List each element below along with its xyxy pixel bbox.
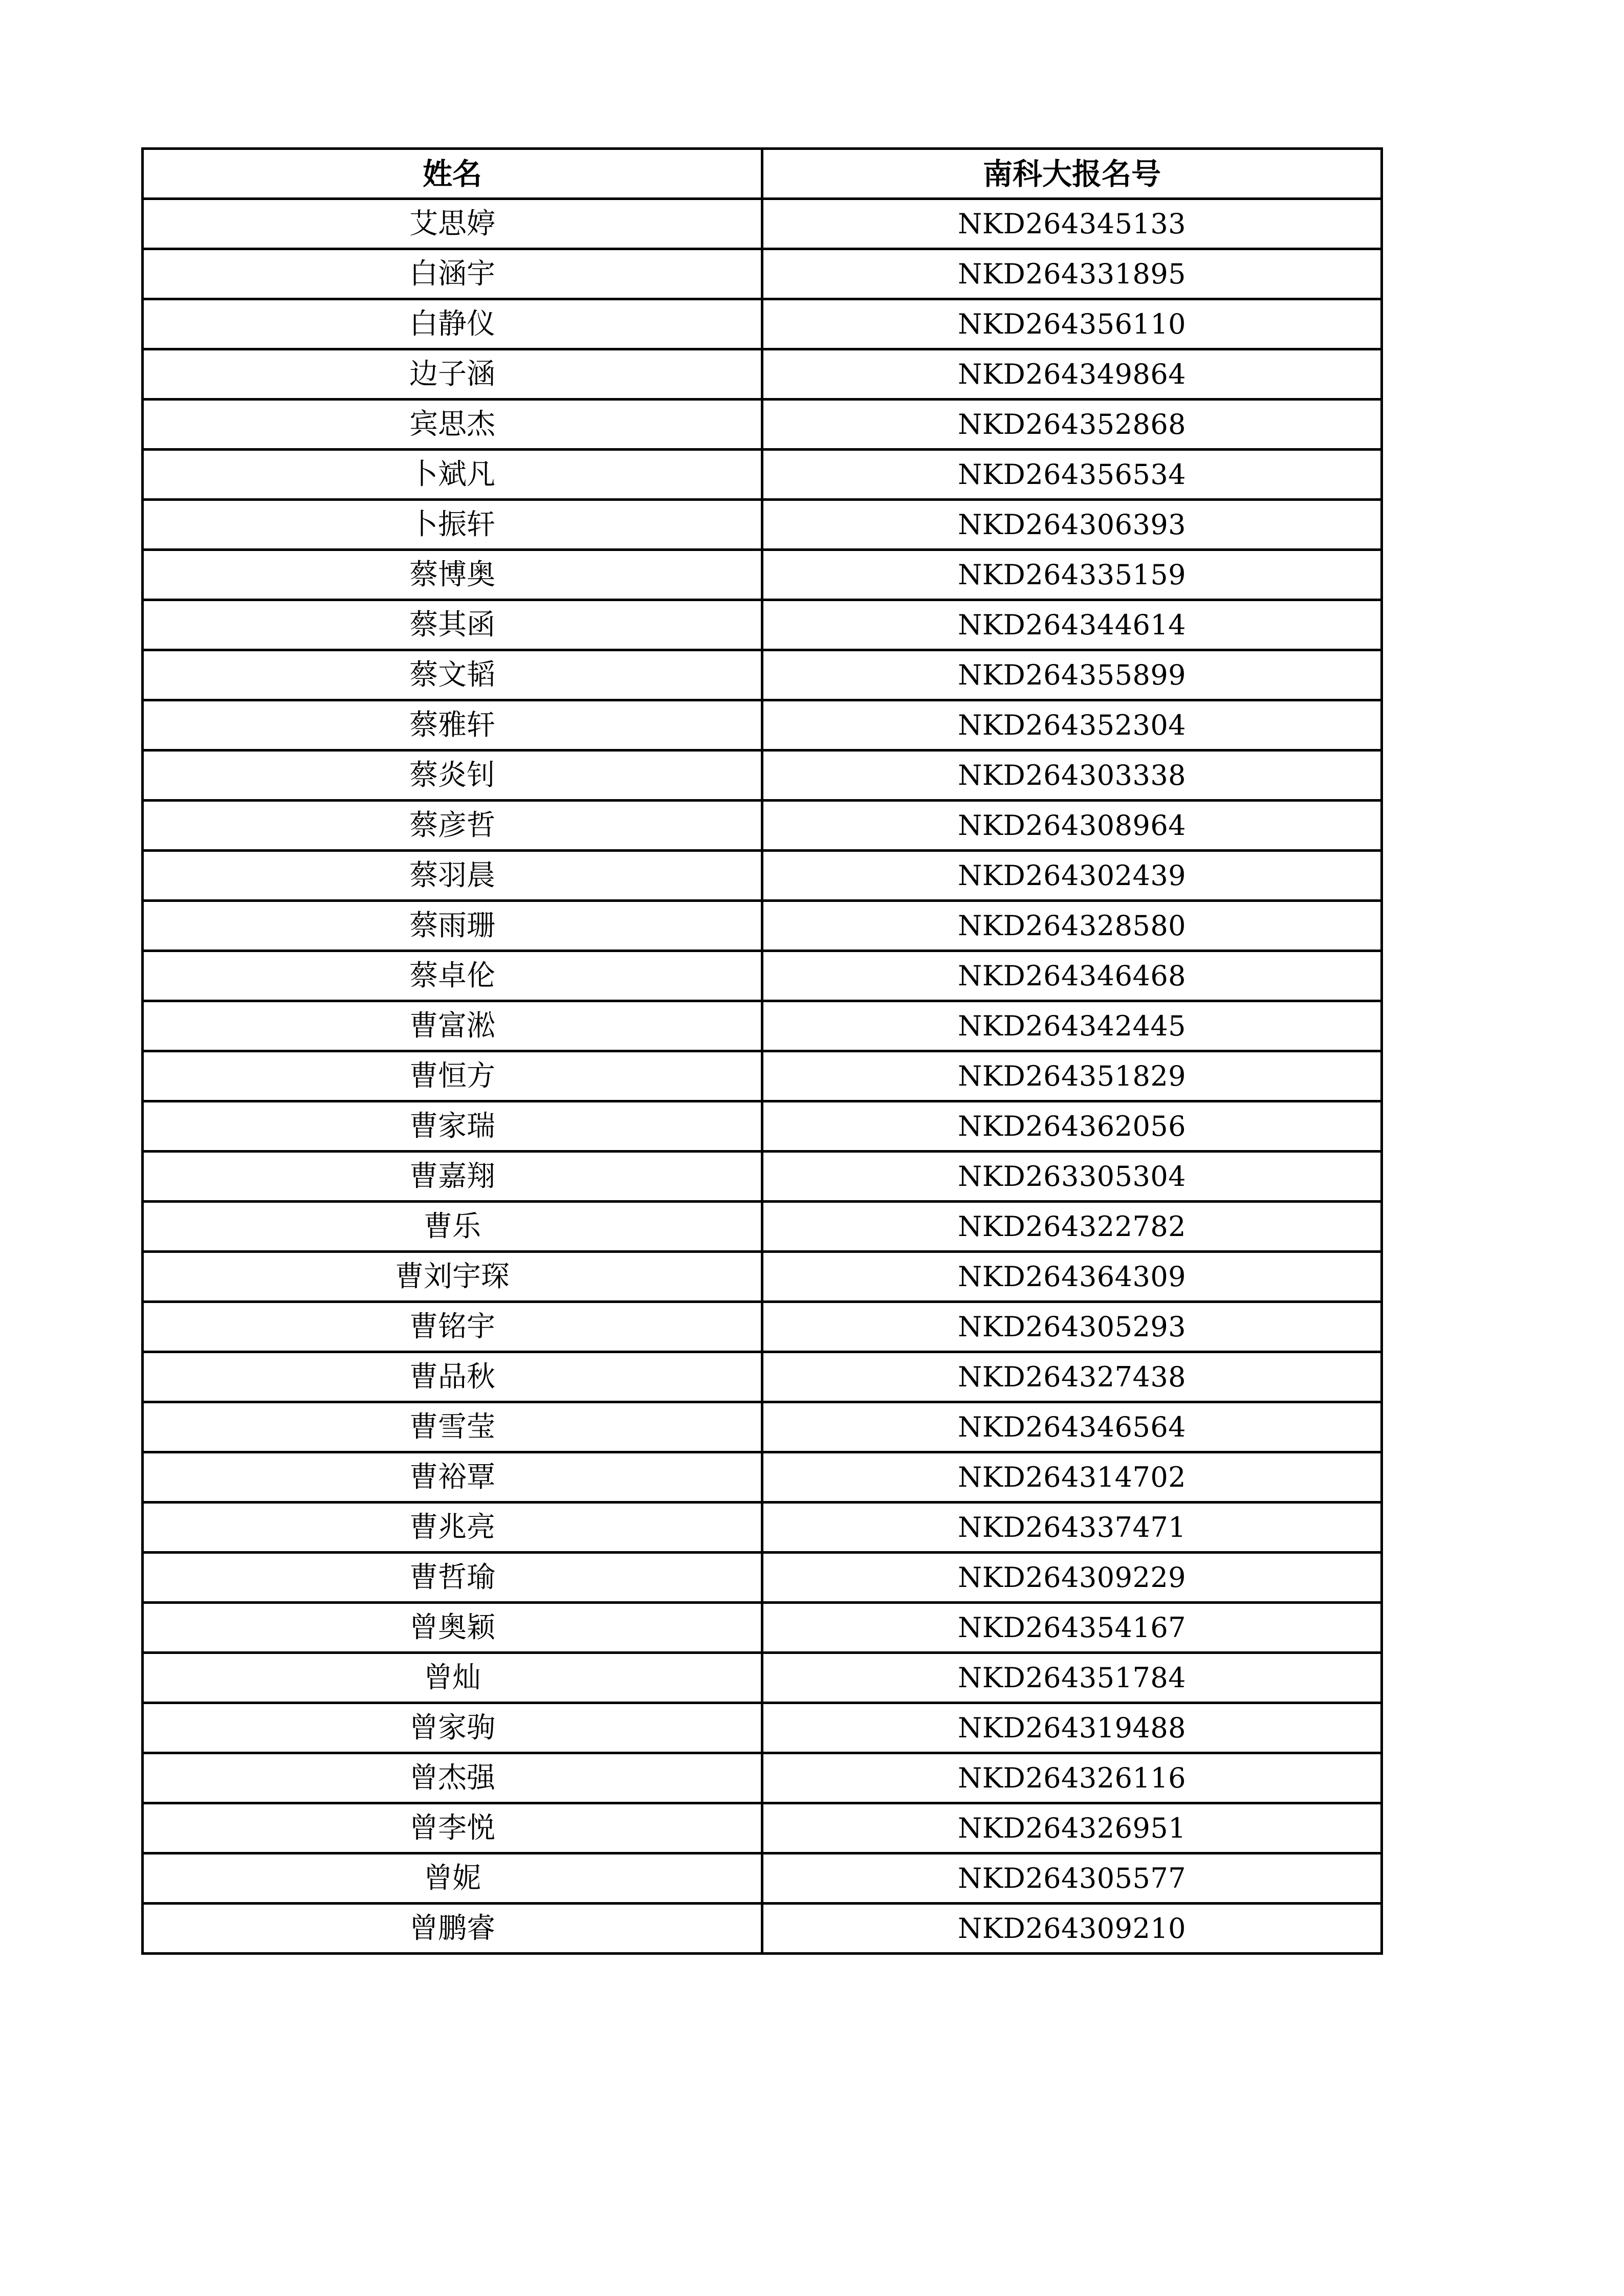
registration-number-cell: NKD264344614: [762, 600, 1382, 650]
registration-number-cell: NKD264355899: [762, 650, 1382, 700]
applicant-name-cell: 曹富淞: [143, 1001, 762, 1051]
table-row: [143, 1603, 1382, 1653]
registration-number-cell: NKD264328580: [762, 901, 1382, 951]
applicant-name-cell: 曾鹏睿: [143, 1904, 762, 1954]
table-row: [143, 1904, 1382, 1954]
applicant-name-cell: 蔡羽晨: [143, 851, 762, 901]
table-row: [143, 1402, 1382, 1452]
applicant-name-cell: 蔡其函: [143, 600, 762, 650]
table-row: [143, 1202, 1382, 1252]
table-row: [143, 1753, 1382, 1803]
table-row: [143, 1101, 1382, 1152]
applicant-name-cell: 曹乐: [143, 1202, 762, 1252]
applicant-name-cell: 蔡博奥: [143, 550, 762, 600]
registration-number-cell: NKD264309229: [762, 1553, 1382, 1603]
table-row: [143, 1452, 1382, 1503]
table-row: [143, 1302, 1382, 1352]
applicant-name-cell: 蔡炎钊: [143, 750, 762, 801]
registration-number-cell: NKD264356110: [762, 299, 1382, 349]
applicant-name-cell: 曾妮: [143, 1853, 762, 1904]
applicant-name-cell: 曹兆亮: [143, 1503, 762, 1553]
table-row: [143, 1051, 1382, 1101]
table-row: [143, 1853, 1382, 1904]
registration-number-cell: NKD264309210: [762, 1904, 1382, 1954]
table-row: [143, 1803, 1382, 1853]
column-header-name: 姓名: [143, 149, 762, 199]
table-row: [143, 750, 1382, 801]
registration-number-cell: NKD264352868: [762, 400, 1382, 450]
applicant-name-cell: 白涵宇: [143, 249, 762, 299]
applicant-name-cell: 边子涵: [143, 349, 762, 400]
registration-number-cell: NKD264308964: [762, 801, 1382, 851]
column-header-registration-number: 南科大报名号: [762, 149, 1382, 199]
applicant-name-cell: 蔡雨珊: [143, 901, 762, 951]
applicant-name-cell: 蔡卓伦: [143, 951, 762, 1001]
table-row: [143, 550, 1382, 600]
registration-number-cell: NKD264331895: [762, 249, 1382, 299]
applicant-name-cell: 曹家瑞: [143, 1101, 762, 1152]
applicant-table: [141, 147, 1383, 1955]
table-row: [143, 600, 1382, 650]
table-row: [143, 851, 1382, 901]
applicant-name-cell: 曾奥颖: [143, 1603, 762, 1653]
applicant-name-cell: 卜斌凡: [143, 450, 762, 500]
registration-number-cell: NKD264356534: [762, 450, 1382, 500]
registration-number-cell: NKD263305304: [762, 1152, 1382, 1202]
applicant-name-cell: 曾李悦: [143, 1803, 762, 1853]
registration-number-cell: NKD264335159: [762, 550, 1382, 600]
table-row: [143, 1503, 1382, 1553]
registration-number-cell: NKD264303338: [762, 750, 1382, 801]
registration-number-cell: NKD264342445: [762, 1001, 1382, 1051]
table-row: [143, 400, 1382, 450]
applicant-name-cell: 卜振轩: [143, 500, 762, 550]
table-row: [143, 1703, 1382, 1753]
applicant-name-cell: 曾家驹: [143, 1703, 762, 1753]
registration-number-cell: NKD264346564: [762, 1402, 1382, 1452]
applicant-name-cell: 蔡雅轩: [143, 700, 762, 750]
registration-number-cell: NKD264351784: [762, 1653, 1382, 1703]
registration-number-cell: NKD264306393: [762, 500, 1382, 550]
applicant-name-cell: 曹裕覃: [143, 1452, 762, 1503]
applicant-name-cell: 曹品秋: [143, 1352, 762, 1402]
registration-number-cell: NKD264345133: [762, 199, 1382, 249]
registration-number-cell: NKD264337471: [762, 1503, 1382, 1553]
registration-number-cell: NKD264319488: [762, 1703, 1382, 1753]
table-row: [143, 500, 1382, 550]
registration-number-cell: NKD264349864: [762, 349, 1382, 400]
registration-number-cell: NKD264302439: [762, 851, 1382, 901]
table-header-row: [143, 149, 1382, 199]
registration-number-cell: NKD264326116: [762, 1753, 1382, 1803]
table-row: [143, 249, 1382, 299]
applicant-name-cell: 艾思婷: [143, 199, 762, 249]
table-row: [143, 1553, 1382, 1603]
applicant-name-cell: 蔡彦哲: [143, 801, 762, 851]
applicant-name-cell: 白静仪: [143, 299, 762, 349]
table-row: [143, 951, 1382, 1001]
registration-number-cell: NKD264327438: [762, 1352, 1382, 1402]
applicant-name-cell: 曹刘宇琛: [143, 1252, 762, 1302]
table-row: [143, 901, 1382, 951]
table-row: [143, 450, 1382, 500]
registration-number-cell: NKD264354167: [762, 1603, 1382, 1653]
registration-number-cell: NKD264346468: [762, 951, 1382, 1001]
applicant-name-cell: 宾思杰: [143, 400, 762, 450]
table-row: [143, 650, 1382, 700]
table-row: [143, 199, 1382, 249]
table-row: [143, 299, 1382, 349]
applicant-name-cell: 曾灿: [143, 1653, 762, 1703]
applicant-name-cell: 曹雪莹: [143, 1402, 762, 1452]
registration-number-cell: NKD264362056: [762, 1101, 1382, 1152]
registration-number-cell: NKD264364309: [762, 1252, 1382, 1302]
table-row: [143, 1252, 1382, 1302]
table-row: [143, 1152, 1382, 1202]
table-row: [143, 349, 1382, 400]
applicant-name-cell: 曹铭宇: [143, 1302, 762, 1352]
applicant-name-cell: 曹嘉翔: [143, 1152, 762, 1202]
table-row: [143, 700, 1382, 750]
table-row: [143, 801, 1382, 851]
registration-number-cell: NKD264352304: [762, 700, 1382, 750]
registration-number-cell: NKD264351829: [762, 1051, 1382, 1101]
registration-number-cell: NKD264314702: [762, 1452, 1382, 1503]
registration-number-cell: NKD264322782: [762, 1202, 1382, 1252]
applicant-name-cell: 曹恒方: [143, 1051, 762, 1101]
applicant-name-cell: 蔡文韬: [143, 650, 762, 700]
applicant-name-cell: 曾杰强: [143, 1753, 762, 1803]
registration-number-cell: NKD264305577: [762, 1853, 1382, 1904]
table-body: [143, 199, 1382, 1954]
applicant-name-cell: 曹哲瑜: [143, 1553, 762, 1603]
registration-number-cell: NKD264326951: [762, 1803, 1382, 1853]
table-row: [143, 1653, 1382, 1703]
table-row: [143, 1001, 1382, 1051]
registration-number-cell: NKD264305293: [762, 1302, 1382, 1352]
table-row: [143, 1352, 1382, 1402]
